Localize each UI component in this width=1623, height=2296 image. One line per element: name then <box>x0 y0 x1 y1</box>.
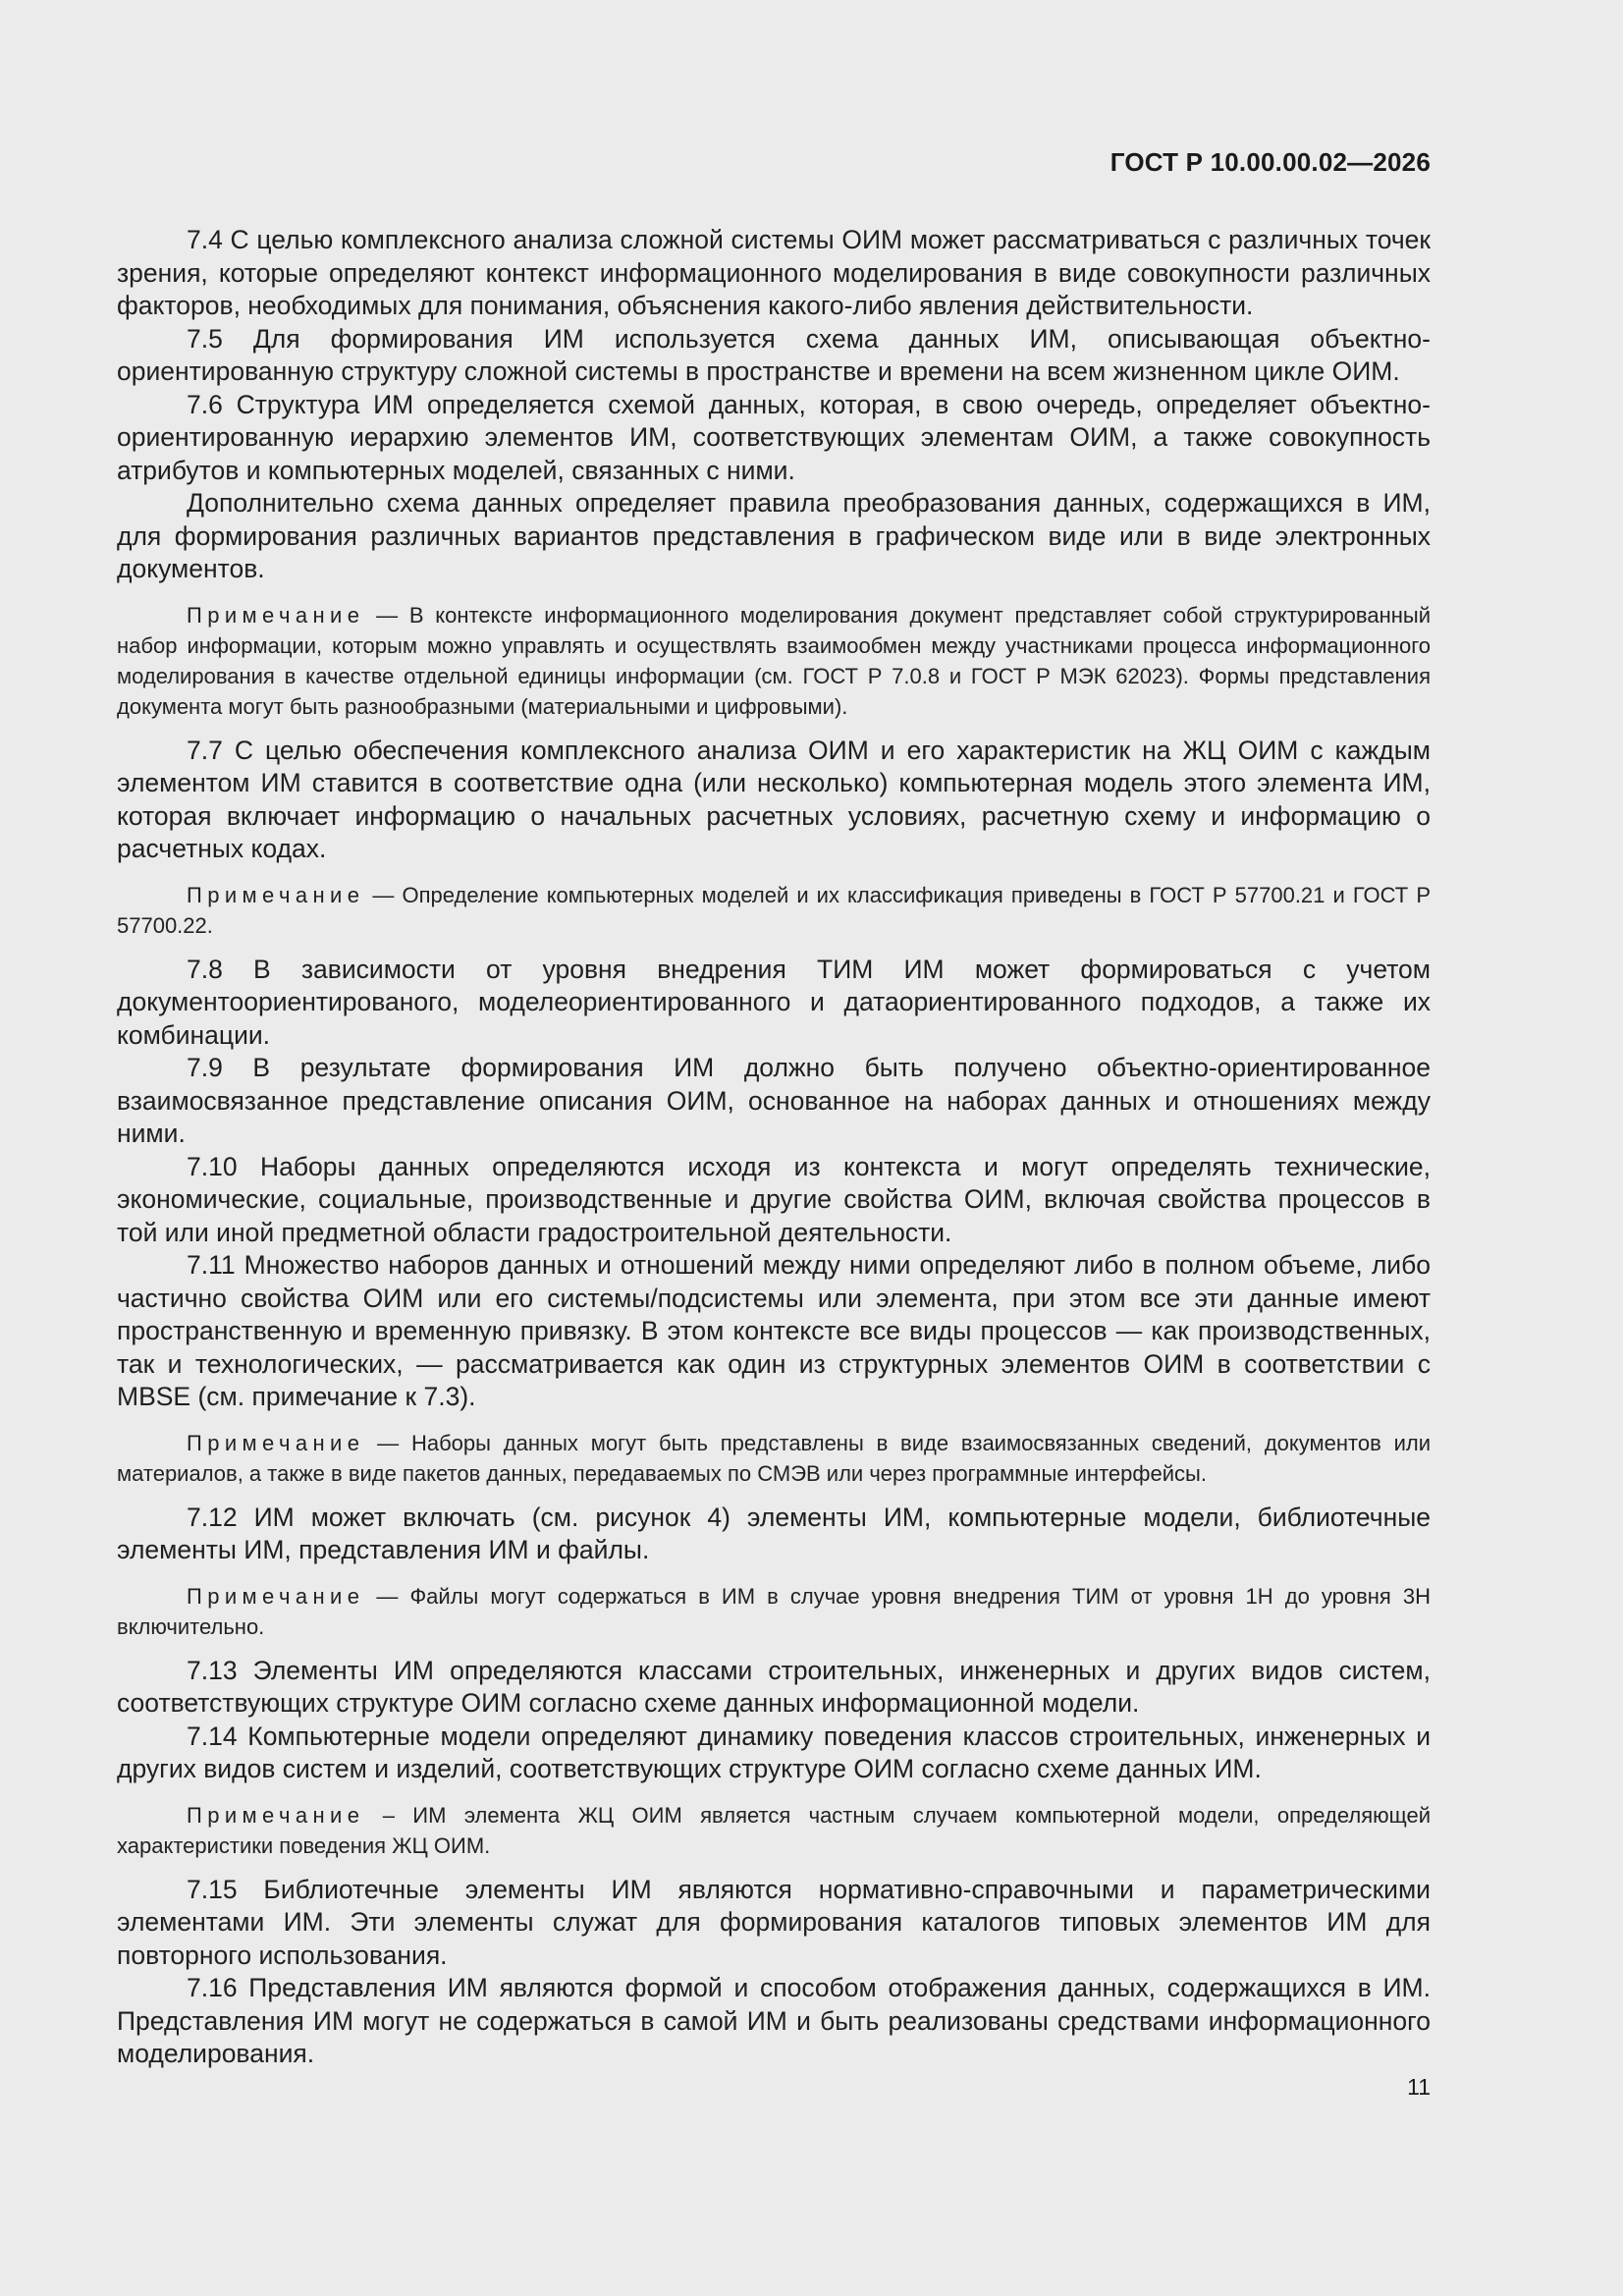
note-paragraph <box>117 600 1431 722</box>
body-paragraph: 7.15 Библиотечные элементы ИМ являются нормативно-справочными и параметрическими элементами ИМ. Эти элементы служат для формирования каталогов типовых элементов ИМ для повторного использования. <box>117 1874 1431 1970</box>
note-text: — Наборы данных могут быть представлены в виде взаимосвязанных сведений, документов или материалов, а также в виде пакетов данных, передаваемых по СМЭВ или через программные интерфейсы. <box>117 1430 1431 1486</box>
body-paragraph: 7.12 ИМ может включать (см. рисунок 4) элементы ИМ, компьютерные модели, библиотечные элементы ИМ, представления ИМ и файлы. <box>117 1502 1431 1564</box>
body-paragraph: 7.5 Для формирования ИМ используется схема данных ИМ, описывающая объектно-ориентированную структуру сложной системы в пространстве и времени на всем жизненном цикле ОИМ. <box>117 323 1431 386</box>
body-paragraph: 7.9 В результате формирования ИМ должно быть получено объектно-ориентированное взаимосвязанное представление описания ОИМ, основанное на наборах данных и отношениях между ними. <box>117 1053 1431 1148</box>
body-paragraph: 7.10 Наборы данных определяются исходя из контекста и могут определять технические, экономические, социальные, производственные и другие свойства ОИМ, включая свойства процессов в той или иной предметной области градостроительной деятельности. <box>117 1151 1431 1247</box>
note-text: – ИМ элемента ЖЦ ОИМ является частным случаем компьютерной модели, определяющей характеристики поведения ЖЦ ОИМ. <box>117 1802 1431 1858</box>
note-paragraph <box>117 1800 1431 1861</box>
body-paragraph: Дополнительно схема данных определяет правила преобразования данных, содержащихся в ИМ, для формирования различных вариантов представления в графическом виде или в виде электронных документов. <box>117 488 1431 583</box>
body-paragraph: 7.6 Структура ИМ определяется схемой данных, которая, в свою очередь, определяет объектно-ориентированную иерархию элементов ИМ, соответствующих элементам ОИМ, а также совокупность атрибутов и компьютерных моделей, связанных с ними. <box>117 389 1431 485</box>
body-paragraph: 7.4 С целью комплексного анализа сложной системы ОИМ может рассматриваться с различных точек зрения, которые определяют контекст информационного моделирования в виде совокупности различных факторов, необходимых для понимания, объяснения какого-либо явления действительности. <box>117 225 1431 320</box>
note-paragraph <box>117 1581 1431 1642</box>
note-text: — Определение компьютерных моделей и их классификация приведены в ГОСТ Р 57700.21 и ГОСТ Р 57700.22. <box>117 882 1431 938</box>
note-text: — Файлы могут содержаться в ИМ в случае уровня внедрения ТИМ от уровня 1Н до уровня 3Н включительно. <box>117 1583 1431 1639</box>
page-number: 11 <box>1407 2074 1431 2100</box>
note-text: — В контексте информационного моделирования документ представляет собой структурированный набор информации, которым можно управлять и осуществлять взаимообмен между участниками процесса информационного моделирования в качестве отдельной единицы информации (см. ГОСТ Р 7.0.8 и ГОСТ Р МЭК 62023). Формы представления документа могут быть разнообразными (материальными и цифровыми). <box>117 602 1431 719</box>
body-paragraph: 7.8 В зависимости от уровня внедрения ТИМ ИМ может формироваться с учетом документоориентированого, моделеориентированного и датаориентированного подходов, а также их комбинации. <box>117 954 1431 1050</box>
note-paragraph <box>117 880 1431 941</box>
body-paragraph: 7.14 Компьютерные модели определяют динамику поведения классов строительных, инженерных и других видов систем и изделий, соответствующих структуре ОИМ согласно схеме данных ИМ. <box>117 1721 1431 1783</box>
body-paragraph: 7.7 С целью обеспечения комплексного анализа ОИМ и его характеристик на ЖЦ ОИМ с каждым элементом ИМ ставится в соответствие одна (или несколько) компьютерная модель этого элемента ИМ, которая включает информацию о начальных расчетных условиях, расчетную схему и информацию о расчетных кодах. <box>117 735 1431 863</box>
document-body <box>117 224 1431 2071</box>
note-label: Примечание <box>187 882 365 907</box>
body-paragraph: 7.13 Элементы ИМ определяются классами строительных, инженерных и других видов систем, соответствующих структуре ОИМ согласно схеме данных информационной модели. <box>117 1655 1431 1718</box>
body-paragraph: 7.11 Множество наборов данных и отношений между ними определяют либо в полном объеме, либо частично свойства ОИМ или его системы/подсистемы или элемента, при этом все эти данные имеют пространственную и временную привязку. В этом контексте все виды процессов — как производственных, так и технологических, — рассматривается как один из структурных элементов ОИМ в соответствии с MBSE (см. примечание к 7.3). <box>117 1250 1431 1411</box>
body-paragraph: 7.16 Представления ИМ являются формой и способом отображения данных, содержащихся в ИМ. Представления ИМ могут не содержаться в самой ИМ и быть реализованы средствами информационного моделирования. <box>117 1973 1431 2068</box>
note-label: Примечание <box>187 602 365 628</box>
document-number-header: ГОСТ Р 10.00.00.02—2026 <box>1109 147 1431 177</box>
note-paragraph <box>117 1428 1431 1489</box>
note-label: Примечание <box>187 1583 365 1609</box>
note-label: Примечание <box>187 1802 365 1828</box>
note-label: Примечание <box>187 1430 365 1455</box>
